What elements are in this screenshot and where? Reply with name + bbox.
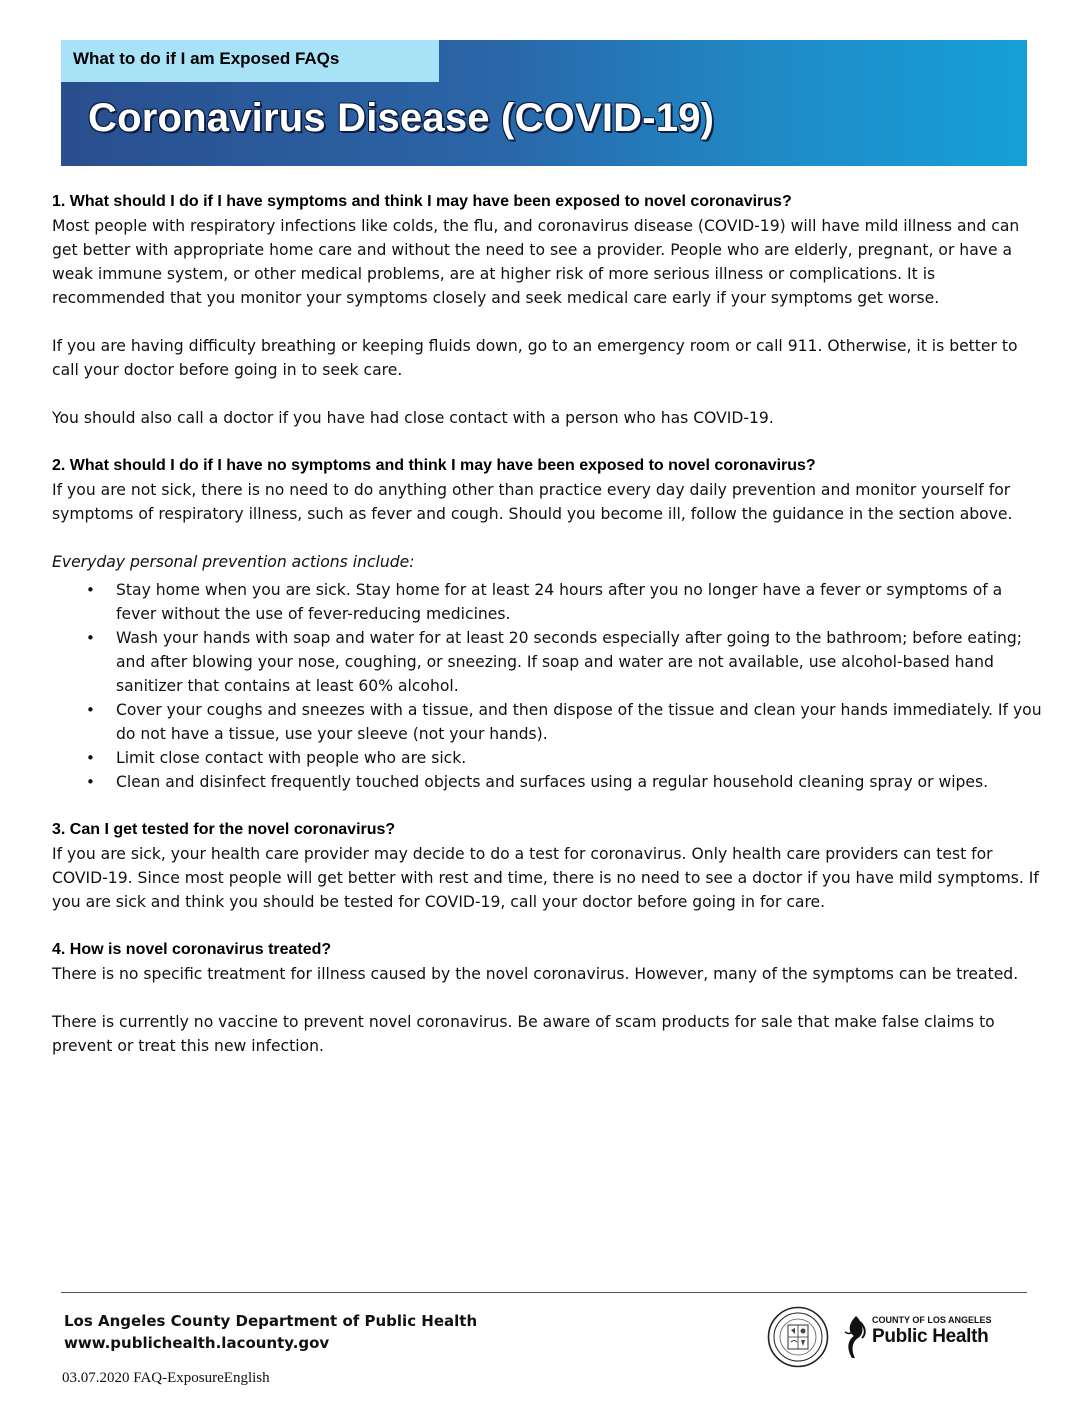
question-4-heading: 4. How is novel coronavirus treated? [52, 941, 332, 958]
footer-doc-code: 03.07.2020 FAQ-ExposureEnglish [62, 1370, 270, 1386]
list-item: • Limit close contact with people who are sick. [116, 746, 1042, 770]
public-health-logo [842, 1312, 992, 1362]
answer-4-paragraph-1: There is no specific treatment for illness caused by the novel coronavirus. However, many of the symptoms can be treated. [52, 965, 1019, 983]
footer-org-name: Los Angeles County Department of Public Health [64, 1312, 478, 1330]
prevention-list [52, 578, 1042, 794]
answer-2-paragraph-1: If you are not sick, there is no need to do anything other than practice every day daily prevention and monitor yourself for symptoms of respiratory illness, such as fever and cough. Should you become ill, follow the guidance in the section above. [52, 481, 1013, 523]
answer-4-paragraph-2: There is currently no vaccine to prevent novel coronavirus. Be aware of scam products for sale that make false claims to prevent or treat this new infection. [52, 1013, 995, 1055]
public-health-logo-icon [842, 1314, 870, 1360]
answer-3-paragraph-1: If you are sick, your health care provider may decide to do a test for coronavirus. Only health care providers can test for COVID-19. Since most people will get better with rest and time, there is no need to see a doctor if you have mild symptoms. If you are sick and think you should be tested for COVID-19, call your doctor before going in for care. [52, 845, 1039, 911]
footer-org-block [64, 1310, 477, 1354]
faq-content [52, 190, 1042, 1058]
list-item: • Wash your hands with soap and water for at least 20 seconds especially after going to the bathroom; before eating; and after blowing your nose, coughing, or sneezing. If soap and water are not available, use alcohol-based hand sanitizer that contains at least 60% alcohol. [116, 626, 1042, 698]
list-item: • Cover your coughs and sneezes with a tissue, and then dispose of the tissue and clean your hands immediately. If you do not have a tissue, use your sleeve (not your hands). [116, 698, 1042, 746]
answer-1-paragraph-3: You should also call a doctor if you have had close contact with a person who has COVID-19. [52, 409, 774, 427]
answer-1-paragraph-2: If you are having difficulty breathing or keeping fluids down, go to an emergency room or call 911. Otherwise, it is better to call your doctor before going in to seek care. [52, 337, 1018, 379]
footer-divider [61, 1292, 1027, 1293]
list-item: • Clean and disinfect frequently touched objects and surfaces using a regular household cleaning spray or wipes. [116, 770, 1042, 794]
list-item: • Stay home when you are sick. Stay home for at least 24 hours after you no longer have a fever or symptoms of a fever without the use of fever-reducing medicines. [116, 578, 1042, 626]
logo-big-text: Public Health [872, 1326, 989, 1347]
page-title: Coronavirus Disease (COVID-19) [88, 96, 715, 140]
header-tab [61, 40, 439, 82]
header-tab-label: What to do if I am Exposed FAQs [73, 49, 340, 68]
footer-website-link[interactable]: www.publichealth.lacounty.gov [64, 1334, 330, 1352]
question-3-heading: 3. Can I get tested for the novel coronavirus? [52, 821, 396, 838]
county-seal-icon [767, 1306, 829, 1368]
answer-1-paragraph-1: Most people with respiratory infections like colds, the flu, and coronavirus disease (COVID-19) will have mild illness and can get better with appropriate home care and without the need to see a provider. People who are elderly, pregnant, or have a weak immune system, or other medical problems, are at higher risk of more serious illness or complications. It is recommended that you monitor your symptoms closely and seek medical care early if your symptoms get worse. [52, 217, 1020, 307]
prevention-list-intro: Everyday personal prevention actions include: [52, 553, 415, 571]
logo-small-text: COUNTY OF LOS ANGELES [872, 1315, 992, 1325]
question-1-heading: 1. What should I do if I have symptoms and think I may have been exposed to novel coronavirus? [52, 193, 792, 210]
question-2-heading: 2. What should I do if I have no symptoms and think I may have been exposed to novel coronavirus? [52, 457, 816, 474]
